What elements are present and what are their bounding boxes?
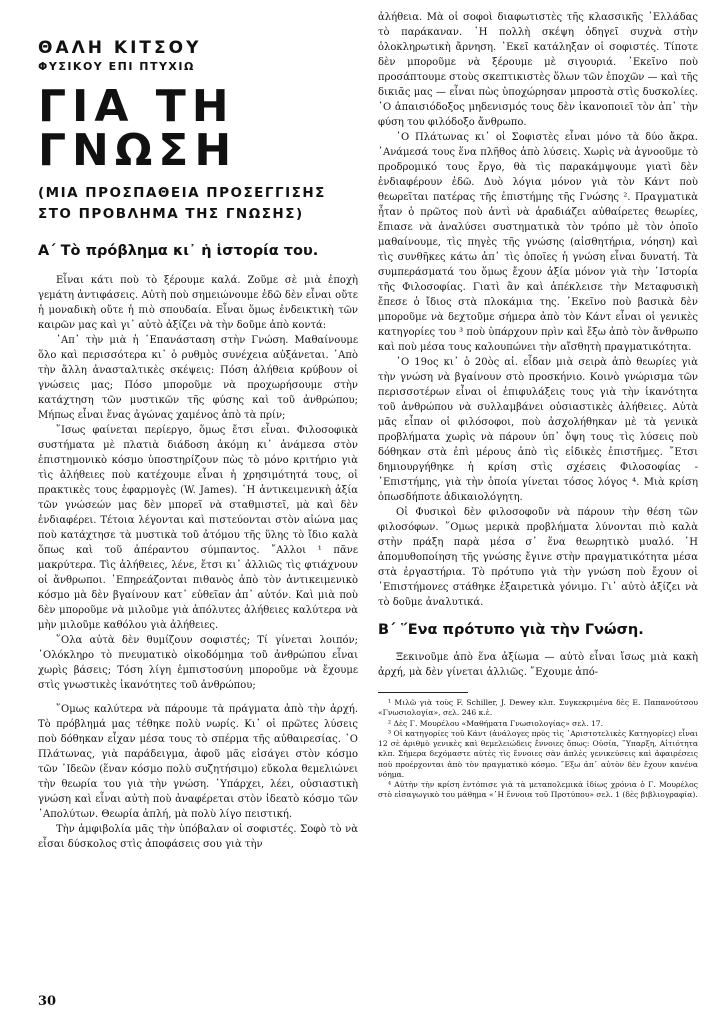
article-title: ΓΙΑ ΤΗ ΓΝΩΣΗ: [38, 81, 238, 176]
footnote: ³ Οἱ κατηγορίες τοῦ Κάντ (ἀνάλογες πρὸς τὶς ᾿Αριστοτελικὲς Κατηγορίες) εἶναι 12 σὲ ἀριθμὸ γενικὲς καὶ θεμελειώδεις ἔννοιες ὅπως: Οὐσία, ῞Υπαρξη, Αἰτιότητα κλπ. Σήμερα δεχόμαστε αὐτὲς τὶς ἔννοιες σὰν ἁπλὲς γενικεύσεις καὶ ἀφαιρέσεις ποὺ προέρχονται ἀπὸ τὸν πραγματικὸ κόσμο. ῎Εξω ἀπ᾿ αὐτὸν δὲν ἔχουν κανένα νόημα.: [378, 728, 698, 779]
paragraph: ῾Ο Πλάτωνας κι᾿ οἱ Σοφιστὲς εἶναι μόνο τὰ δύο ἄκρα. ᾿Ανάμεσά τους ἕνα πλῆθος ἀπὸ λύσεις. Χωρὶς νὰ ἀγνοοῦμε τὸ προδρομικό τους ἔργο, θὰ τὶς παρακάμψουμε γιατὶ δὲν ἐνδιαφέρουν ἐδῶ. Δυὸ λόγια μόνον γιὰ τὸν Κάντ ποὺ θεωρεῖται πατέρας τῆς ἐπιστήμης τῆς Γνώσης ². Πραγματικὰ ἦταν ὁ πρῶτος ποὺ ἀντὶ νὰ ἀραδιάζει αὐθαίρετες θεωρίες, ἔπιασε νὰ ἀναλύσει συστηματικὰ τὸν τρόπο μὲ τὸν ὁποῖο μαθαίνουμε, τὶς πηγὲς τῆς γνώσης (αἰσθητήρια, νόηση) καὶ τὶς συνθῆκες κάτω ἀπ᾿ τὶς ὁποῖες ἡ γνώση εἶναι δυνατή. Τὰ συμπεράσματά του ὅμως ἔχουν ἀξία μόνον γιὰ τὴν ᾿Ιστορία τῆς Φιλοσοφίας. Γιατὶ ἂν καὶ ἀπέκλεισε τὴν Μεταφυσικὴ ἔπεσε ὁ ἴδιος στὰ πλοκάμια της. ᾿Εκεῖνο ποὺ βασικὰ δὲν μποροῦμε νὰ δεχτοῦμε σήμερα ἀπὸ τὸν Κάντ εἶναι οἱ γενικὲς κατηγορίες του ³ ποὺ ὑπάρχουν πρὶν καὶ ἔξω ἀπὸ τὸν ἄνθρωπο καὶ ποὺ μέσα τους καλουπώνει τὴν αἴσθητὴ πραγματικότητα.: [378, 132, 698, 353]
paragraph: ῞Ομως καλύτερα νὰ πάρουμε τὰ πράγματα ἀπὸ τὴν ἀρχή. Τὸ πρόβλημά μας τέθηκε πολὺ νωρίς. Κι᾿ οἱ πρῶτες λύσεις ποὺ δόθηκαν εἶχαν μέσα τους τὸ σπέρμα τῆς αὐθαιρεσίας. ῾Ο Πλάτωνας, γιὰ παράδειγμα, ἀφοῦ μᾶς εἰσάγει στὸν κόσμο τῶν ᾿Ιδεῶν (ἕναν κόσμο πολὺ συζητήσιμο) εὔκολα θεμελιώνει τὴν θεωρία του γιὰ τὴν γνώση. ῾Υπάρχει, λέει, οὐσιαστικὴ γνώση καὶ εἶναι αὐτὴ ποὺ ἀναφέρεται στὸν ἰδεατὸ κόσμο τῶν ᾿Απολύτων. Θεωρία ἁπλή, μὰ πολὺ λίγο πειστική.: [38, 703, 358, 820]
article-subtitle: (ΜΙΑ ΠΡΟΣΠΑΘΕΙΑ ΠΡΟΣΕΓΓΙΣΗΣ ΣΤΟ ΠΡΟΒΛΗΜΑ ΤΗΣ ΓΝΩΣΗΣ): [38, 185, 326, 222]
paragraph: Οἱ Φυσικοὶ δὲν φιλοσοφοῦν νὰ πάρουν τὴν θέση τῶν φιλοσόφων. ῞Ομως μερικὰ προβλήματα λύνονται πιὸ καλὰ στὴν πράξη παρὰ μέσα σ᾿ ἕνα θεωρητικὸ μυαλό. ῾Η ἀπομυθοποίηση τῆς γνώσης ἔγινε στὴν πραγματικότητα μέσα στὰ ἐργαστήρια. Τὸ πρότυπο γιὰ τὴν γνώση ποὺ ἔχουν οἱ ᾿Επιστήμονες στάθηκε ἐξαιρετικὰ γόνιμο. Γι᾿ αὐτὸ ἀξίζει νὰ τὸ δοῦμε ἀναλυτικά.: [378, 507, 698, 608]
author-title: ΦΥΣΙΚΟΥ ΕΠΙ ΠΤΥΧΙΩ: [38, 60, 195, 73]
page-number: 30: [38, 994, 57, 1009]
footnote: ¹ Μιλῶ γιὰ τοὺς F. Schiller, J. Dewey κλπ. Συγκεκριμένα δὲς Ε. Παπανούτσου «Γνωσιολογία», σελ. 246 κ.ἑ.: [378, 698, 698, 718]
right-column: [378, 10, 698, 1024]
footnote: ⁴ Αὐτὴν τὴν κρίση ἐντόπισε γιὰ τὰ μεταπολεμικὰ ἰδίως χρόνια ὁ Γ. Μουρέλος στὸ εἰσαγωγικὸ του μάθημα «῾Η ἔννοια τοῦ Προτύπου» σελ. 1 (δὲς βιβλιογραφία).: [378, 780, 698, 800]
paragraph: ᾿Απ᾿ τὴν μιὰ ἡ ᾿Επανάσταση στὴν Γνώση. Μαθαίνουμε ὅλο καὶ περισσότερα κι᾿ ὁ ρυθμὸς συνέχεια αὐξάνεται. ᾿Απὸ τὴν ἄλλη ἀνασταλτικὲς σκέψεις: Πόση ἀλήθεια κρύβουν οἱ γνώσεις μας; Πόσο μποροῦμε νὰ προχωρήσουμε στὴν κατάχτηση τῶν μυστικῶν τῆς φύσης καὶ τοῦ ἀνθρώπου; Μήπως εἶναι ἕνας ἀγώνας χαμένος ἀπὸ τὰ πρίν;: [38, 334, 358, 421]
paragraph: ῞Ισως φαίνεται περίεργο, ὅμως ἔτσι εἶναι. Φιλοσοφικὰ συστήματα μὲ πλατιὰ διάδοση ἀκόμη κι᾿ ἀνάμεσα στὸν ἐπιστημονικὸ κόσμο ὑποστηρίζουν πὼς τὸ μόνο κριτήριο γιὰ τὶς ἀλήθειες ποὺ κατέχουμε εἶναι ἡ χρησιμότητά τους, οἱ πρακτικὲς τους ἐφαρμογὲς (W. James). ῾Η ἀντικειμενικὴ ἀξία τῶν γνώσεών μας δὲν μπορεῖ νὰ σταθμιστεῖ, μὰ καὶ δὲν ἐνδιαφέρει. Τέτοια λέγονται καὶ πιστεύονται στὸν αἰώνα μας ποὺ κατάχτησε τὰ μυστικὰ τοῦ ἀτόμου τῆς ὕλης τὸ ἴδιο καλὰ ὅπως καὶ τοῦ ἀπέραντου σύμπαντος. ῎Αλλοι ¹ πᾶνε μακρύτερα. Τὶς ἀλήθειες, λένε, ἔτσι κι᾿ ἀλλιῶς τὶς φτιάχνουν οἱ ἄνθρωποι. ᾿Επηρεάζονται πιθανὸς ἀπὸ τὸν ἀντικειμενικὸ κόσμο μὰ δὲν βγαίνουν κατ᾿ εὐθεῖαν ἀπ᾿ αὐτόν. Καὶ μιὰ ποὺ δὲν μποροῦμε νὰ μιλοῦμε γιὰ ἀπόλυτες ἀλήθειες καλύτερα νὰ μὴν μιλοῦμε καθόλου γιὰ ἀλήθειες.: [38, 424, 358, 631]
section-a-heading: Α΄ Τὸ πρόβλημα κι᾿ ἡ ἱστορία του.: [38, 242, 319, 259]
left-column: [38, 38, 358, 1024]
paragraph: ἀλήθεια. Μὰ οἱ σοφοὶ διαφωτιστὲς τῆς κλασσικῆς ῾Ελλάδας τὸ παράκαναν. ῾Η πολλὴ σκέψη ὁδηγεῖ συχνὰ στὴν ὁλοκληρωτικὴ ἄρνηση. ᾿Εκεῖ κατάληξαν οἱ σοφιστές. Τίποτε δὲν μποροῦμε νὰ ξέρουμε μὲ σιγουριά. ᾿Εκεῖνο ποὺ προσάπτουμε στοὺς σκεπτικιστὲς ὅλων τῶν ἐποχῶν — καὶ τῆς δικιᾶς μας — εἶναι πὼς ὑποχώρησαν μπροστὰ στὶς δυσκολίες. ῾Ο ἀπαισιόδοξος μηδενισμός τους δὲν ἱκανοποιεῖ τὸν ἀπ᾿ τὴν φύση του φιλόδοξο ἄνθρωπο.: [378, 12, 698, 128]
footnote: ² Δὲς Γ. Μουρέλου «Μαθήματα Γνωσιολογίας» σελ. 17.: [388, 718, 604, 728]
paragraph: ῾Ο 19ος κι᾿ ὁ 20ὸς αἰ. εἶδαν μιὰ σειρὰ ἀπὸ θεωρίες γιὰ τὴν γνώση νὰ βγαίνουν στὸ προσκήνιο. Κοινὸ γνώρισμα τῶν περισσοτέρων εἶναι οἱ ἐπιφυλάξεις τους γιὰ τὴν ἱκανότητα τοῦ ἀνθρώπου νὰ συλλαμβάνει οὐσιαστικὲς ἀλήθειες. Αὐτὰ μᾶς εἶπαν οἱ φιλόσοφοι, ποὺ ἀσχολήθηκαν μὲ τὰ γενικὰ προβλήματα χωρὶς νὰ πάρουν ὑπ᾿ ὄψη τους τὶς λύσεις ποὺ δόθηκαν στὰ ἐπὶ μέρους ἀπὸ τὶς εἰδικὲς ἐπιστῆμες. ῎Ετσι δημιουργήθηκε ἡ κρίση στὶς σχέσεις Φιλοσοφίας - ᾿Επιστήμης, γιὰ τὴν ὁποία γίνεται τόσος λόγος ⁴. Μιὰ κρίση ὁπωσδήποτε ἀδικαιολόγητη.: [378, 357, 698, 503]
paragraph: Ξεκινοῦμε ἀπὸ ἕνα ἀξίωμα — αὐτὸ εἶναι ἴσως μιὰ κακὴ ἀρχή, μὰ δὲν γίνεται ἀλλιῶς. ῎Εχουμε ἀπό-: [378, 652, 698, 678]
paragraph: Τὴν ἀμφιβολία μᾶς τὴν ὑπόβαλαν οἱ σοφιστές. Σοφὸ τὸ νὰ εἶσαι δύσκολος στὶς ἀποφάσεις σου γιὰ τὴν: [38, 823, 358, 850]
footnote-divider: [378, 692, 468, 693]
paragraph: ῞Ολα αὐτὰ δὲν θυμίζουν σοφιστές; Τί γίνεται λοιπόν; ᾿Ολόκληρο τὸ πνευματικὸ οἰκοδόμημα τοῦ ἀνθρώπου εἶναι χωρὶς βάσεις; Τόση λίγη ἐμπιστοσύνη μποροῦμε νὰ ἔχουμε στὶς γνωστικὲς ἱκανότητες τοῦ ἀνθρώπου;: [38, 634, 358, 691]
section-b-heading: Β΄ ῞Ενα πρότυπο γιὰ τὴν Γνώση.: [378, 622, 644, 638]
author-name: ΘΑΛΗ ΚΙΤΣΟΥ: [38, 38, 202, 58]
paragraph: Εἶναι κάτι ποὺ τὸ ξέρουμε καλά. Ζοῦμε σὲ μιὰ ἐποχὴ γεμάτη ἀντιφάσεις. Αὐτὴ ποὺ σημειώνουμε ἐδῶ δὲν εἶναι οὔτε ἡ μοναδικὴ οὔτε ἡ πιὸ σπουδαία. Εἶναι ὅμως ἐνδεικτικὴ τῶν καιρῶν μας καὶ γι᾿ αὐτὸ ἀξίζει νὰ τὴν δοῦμε ἀπὸ κοντά:: [38, 274, 358, 331]
